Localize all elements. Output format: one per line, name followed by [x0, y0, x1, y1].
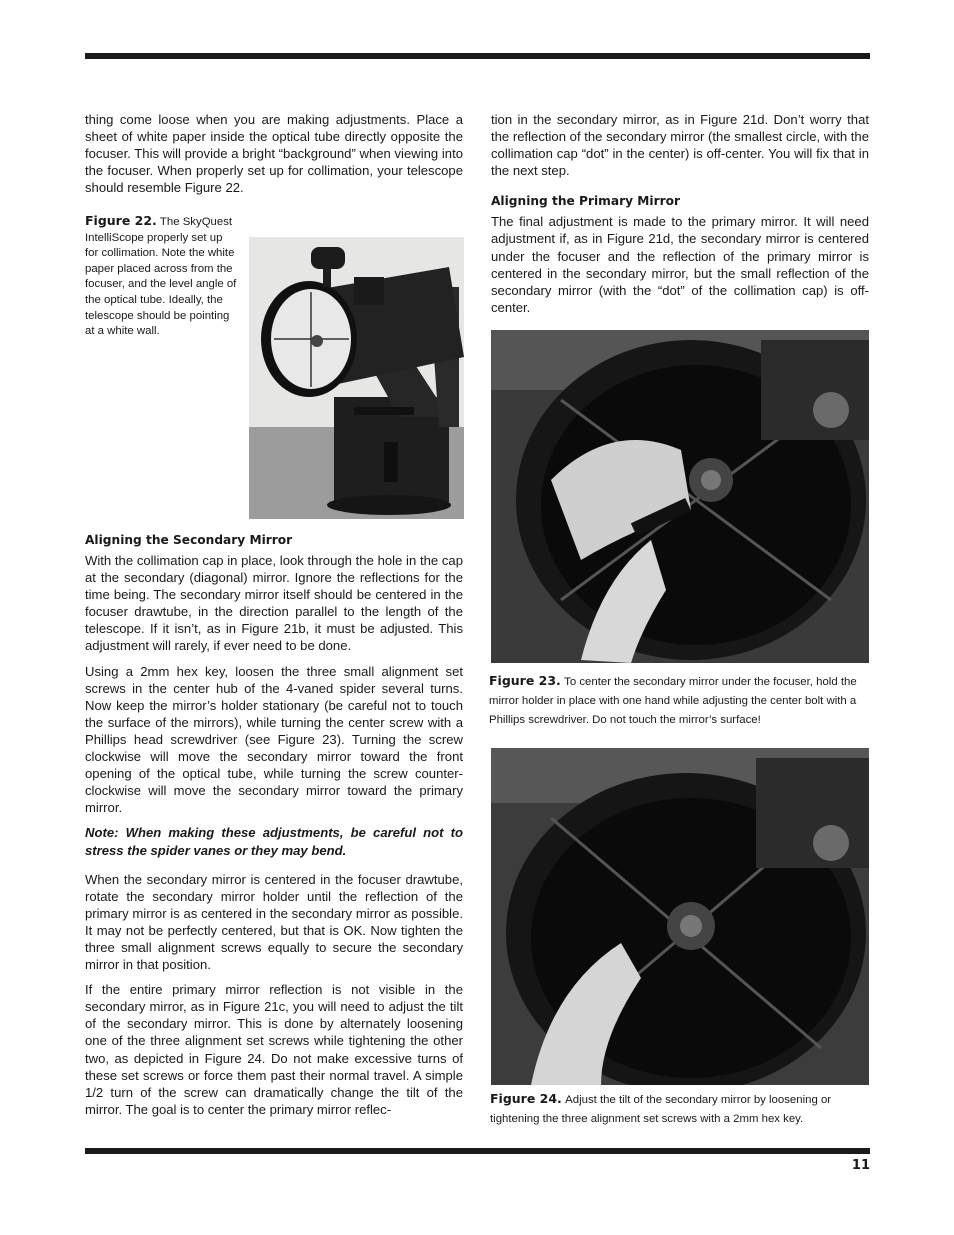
bottom-rule — [85, 1148, 870, 1154]
left-intro-block — [85, 111, 463, 204]
right-column-text — [491, 111, 869, 324]
secondary-para-3: When the secondary mirror is centered in the focuser drawtube, rotate the secondary mirror holder until the reflection of the primary mirror is as centered in the secondary mirror as possible. It may not be perfectly centered, but that is OK. Now tighten the three small alignment screws equally to secure the secondary mirror in that position. — [85, 871, 463, 973]
secondary-para-4: If the entire primary mirror reflection is not visible in the secondary mirror, as in Figure 21c, you will need to adjust the tilt of the secondary mirror. This is done by alternately loosening one of the three alignment set screws while tightening the other two, as depicted in Figure 24. Do not make excessive turns of these set screws or force them past their normal travel. A simple 1/2 turn of the screw can dramatically change the tilt of the mirror. The goal is to center the primary mirror reflec- — [85, 982, 463, 1117]
secondary-mirror-section — [85, 532, 463, 1126]
secondary-para-1: With the collimation cap in place, look through the hole in the cap at the secondary (diagonal) mirror. Ignore the reflections for the time being. The secondary mirror itself should be centered in the focuser drawtube, in the direction parallel to the length of the telescope. If it isn’t, as in Figure 21b, it must be adjusted. This adjustment will rarely, if ever need to be done. — [85, 553, 463, 654]
secondary-mirror-heading: Aligning the Secondary Mirror — [85, 533, 293, 547]
figure-22-caption-text: The SkyQuest IntelliScope properly set up for collimation. Note the white paper placed across from the focuser, and the level angle of the optical tube. Ideally, the telescope should be pointing at a white wall. — [85, 216, 237, 338]
figure-23-photo — [491, 330, 869, 663]
intro-paragraph: thing come loose when you are making adjustments. Place a sheet of white paper inside the optical tube directly opposite the focuser. This will provide a bright “background” when viewing into the focuser. When properly set up for collimation, your telescope should resemble Figure 22. — [85, 112, 463, 196]
primary-mirror-heading: Aligning the Primary Mirror — [491, 194, 680, 209]
figure-23-label: Figure 23. — [489, 673, 561, 688]
figure-22-caption — [85, 213, 237, 340]
primary-mirror-para: The final adjustment is made to the primary mirror. It will need adjustment if, as in Figure 21d, the secondary mirror is centered under the focuser and the reflection of the primary mirror is centered in the secondary mirror, but the small reflection of the secondary mirror (with the “dot” of the collimation cap) is off-center. — [491, 214, 869, 315]
continuation-paragraph: tion in the secondary mirror, as in Figure 21d. Don’t worry that the reflection of the secondary mirror (the smallest circle, with the collimation cap “dot” in the center) is off-center. You will fix that in the next step. — [491, 112, 869, 179]
figure-24-label: Figure 24. — [490, 1091, 562, 1106]
figure-22-label: Figure 22. — [85, 213, 157, 228]
figure-23-caption-text: To center the secondary mirror under the focuser, hold the mirror holder in place with one hand while adjusting the center bolt with a Phillips screwdriver. Do not touch the mirror’s surface! — [489, 676, 857, 726]
page-number: 11 — [851, 1158, 870, 1173]
secondary-note: Note: When making these adjustments, be careful not to stress the spider vanes or they may bend. — [85, 825, 463, 858]
top-rule — [85, 53, 870, 59]
figure-24-caption — [490, 1090, 872, 1128]
figure-22-photo — [249, 237, 464, 519]
secondary-para-2: Using a 2mm hex key, loosen the three small alignment set screws in the center hub of the 4-vaned spider several turns. Now keep the mirror’s holder stationary (be careful not to touch the surface of the mirrors), while turning the center screw with a Phillips head screwdriver (see Figure 23). Turning the screw clockwise will move the secondary mirror toward the front opening of the optical tube, while turning the screw counter-clockwise will move the secondary mirror toward the primary mirror. — [85, 663, 463, 816]
figure-24-photo — [491, 748, 869, 1085]
figure-23-caption — [489, 672, 871, 729]
figure-24-caption-text: Adjust the tilt of the secondary mirror by loosening or tightening the three alignment set screws with a 2mm hex key. — [490, 1094, 832, 1125]
